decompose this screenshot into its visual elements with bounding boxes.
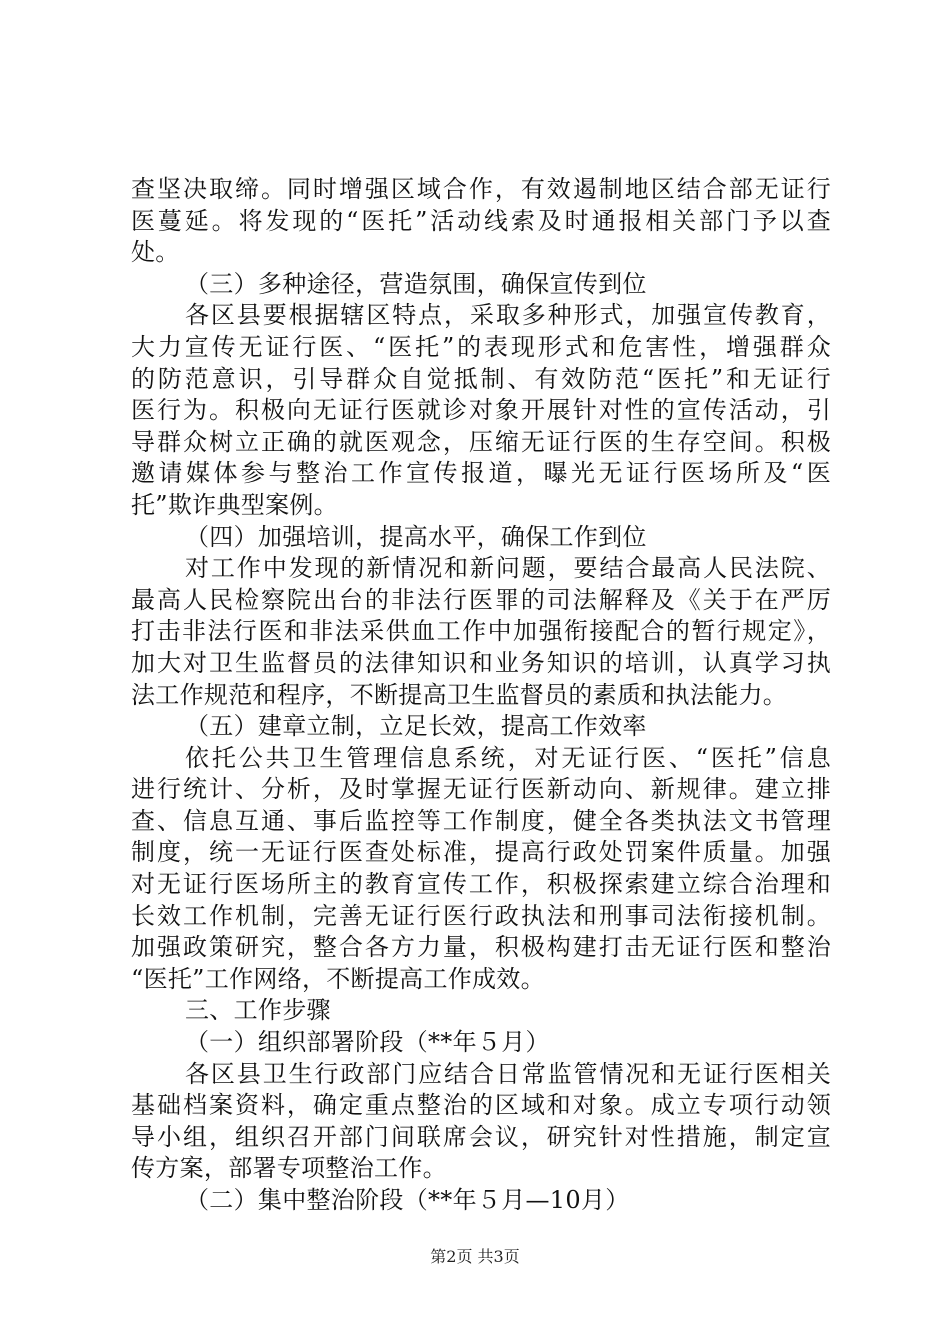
text-line: 邀请媒体参与整治工作宣传报道，曝光无证行医场所及“医 bbox=[131, 459, 831, 488]
section-heading: （二）集中整治阶段（**年５月—10月） bbox=[185, 1186, 630, 1214]
text-line: “医托”工作网络，不断提高工作成效。 bbox=[131, 964, 545, 993]
text-line: 打击非法行医和非法采供血工作中加强衔接配合的暂行规定》， bbox=[131, 617, 831, 646]
text-line: 基础档案资料，确定重点整治的区域和对象。成立专项行动领 bbox=[131, 1091, 831, 1120]
text-line: 各区县要根据辖区特点，采取多种形式，加强宣传教育， bbox=[185, 301, 831, 330]
text-line: 各区县卫生行政部门应结合日常监管情况和无证行医相关 bbox=[185, 1059, 831, 1088]
text-line: 依托公共卫生管理信息系统，对无证行医、“医托”信息 bbox=[185, 743, 831, 772]
section-heading: 三、工作步骤 bbox=[185, 996, 331, 1025]
text-line: 的防范意识，引导群众自觉抵制、有效防范“医托”和无证行 bbox=[131, 364, 831, 393]
section-heading: （四）加强培训，提高水平，确保工作到位 bbox=[185, 522, 647, 551]
page-footer: 第2页 共3页 bbox=[430, 1247, 520, 1266]
text-line: 最高人民检察院出台的非法行医罪的司法解释及《关于在严厉 bbox=[131, 585, 831, 614]
text-line: 进行统计、分析，及时掌握无证行医新动向、新规律。建立排 bbox=[131, 775, 831, 804]
text-line: 查坚决取缔。同时增强区域合作，有效遏制地区结合部无证行 bbox=[131, 175, 831, 203]
text-line: 查、信息互通、事后监控等工作制度，健全各类执法文书管理 bbox=[131, 806, 831, 835]
text-line: 托”欺诈典型案例。 bbox=[131, 490, 338, 519]
text-line: 处。 bbox=[131, 238, 180, 267]
text-line: 制度，统一无证行医查处标准，提高行政处罚案件质量。加强 bbox=[131, 838, 831, 867]
text-line: 导小组，组织召开部门间联席会议，研究针对性措施，制定宣 bbox=[131, 1122, 831, 1151]
document-body bbox=[131, 174, 831, 1217]
text-line: 加大对卫生监督员的法律知识和业务知识的培训，认真学习执 bbox=[131, 648, 831, 677]
text-line: 加强政策研究，整合各方力量，积极构建打击无证行医和整治 bbox=[131, 933, 831, 962]
text-line: 长效工作机制，完善无证行医行政执法和刑事司法衔接机制。 bbox=[131, 901, 831, 930]
section-heading: （一）组织部署阶段（**年５月） bbox=[185, 1028, 550, 1057]
section-heading: （三）多种途径，营造氛围，确保宣传到位 bbox=[185, 269, 647, 298]
text-line: 大力宣传无证行医、“医托”的表现形式和危害性，增强群众 bbox=[131, 332, 831, 361]
text-line: 医行为。积极向无证行医就诊对象开展针对性的宣传活动，引 bbox=[131, 396, 831, 425]
text-line: 传方案，部署专项整治工作。 bbox=[131, 1154, 447, 1183]
text-line: 对无证行医场所主的教育宣传工作，积极探索建立综合治理和 bbox=[131, 870, 831, 899]
text-line: 对工作中发现的新情况和新问题，要结合最高人民法院、 bbox=[185, 554, 831, 583]
text-line: 医蔓延。将发现的“医托”活动线索及时通报相关部门予以查 bbox=[131, 206, 831, 235]
text-line: 法工作规范和程序，不断提高卫生监督员的素质和执法能力。 bbox=[131, 680, 788, 709]
section-heading: （五）建章立制，立足长效，提高工作效率 bbox=[185, 712, 647, 741]
text-line: 导群众树立正确的就医观念，压缩无证行医的生存空间。积极 bbox=[131, 427, 831, 456]
